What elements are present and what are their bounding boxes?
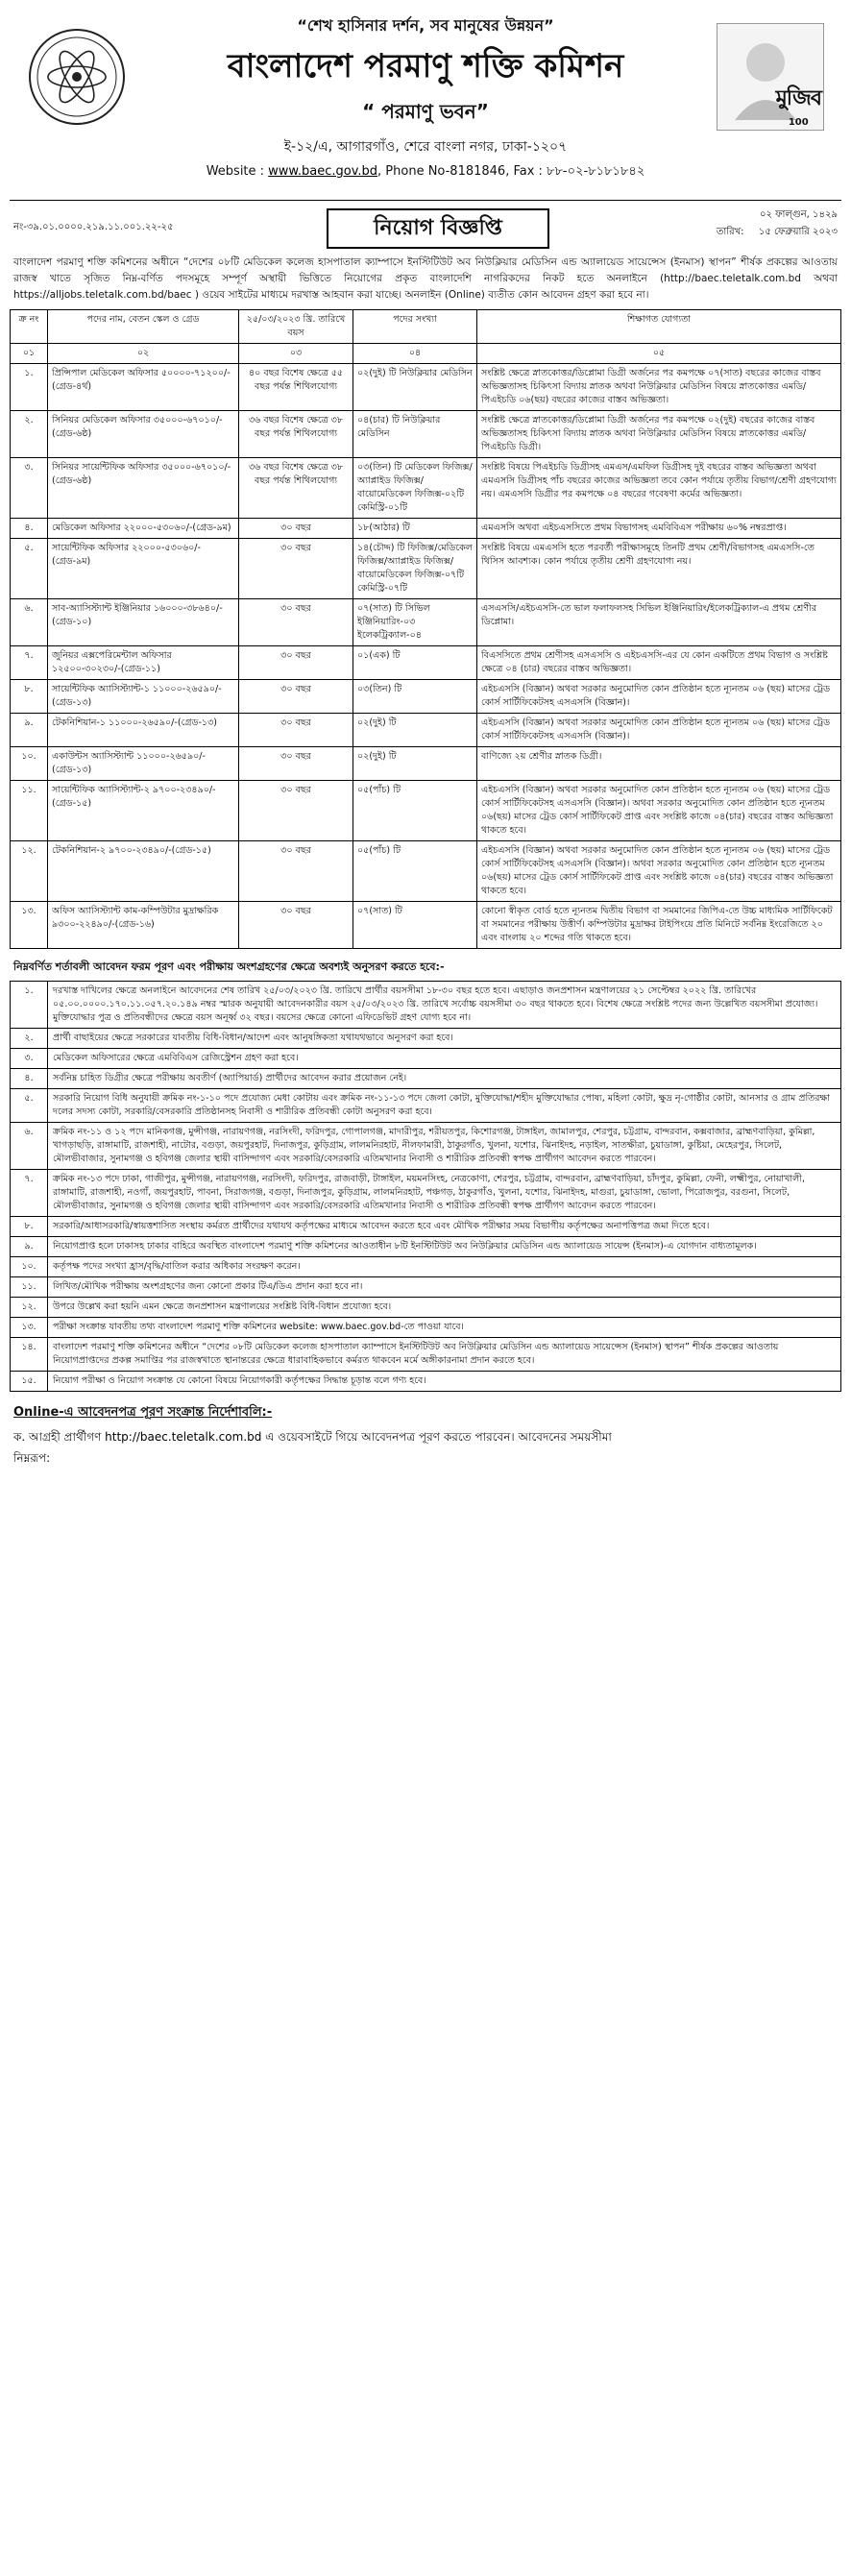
cell-age: ৩০ বছর xyxy=(239,680,353,714)
cell-age: ৩০ বছর xyxy=(239,714,353,747)
website-link[interactable]: www.baec.gov.bd xyxy=(268,164,378,179)
cell-sl: ৭. xyxy=(11,646,48,680)
col-header-sl: ক্র নং xyxy=(11,310,48,344)
condition-row xyxy=(11,1318,841,1338)
cell-post: সাব-অ্যাসিস্ট্যান্ট ইঞ্জিনিয়ার ১৬০০০-৩৮৬৪০/-(গ্রেড-১০) xyxy=(48,599,239,646)
cell-count: ০২(দুই) টি xyxy=(353,747,477,781)
table-colnum-row: ০১ ০২ ০৩ ০৪ ০৫ xyxy=(11,344,841,364)
cell-count: ০৫(পাঁচ) টি xyxy=(353,781,477,841)
condition-text: প্রার্থী বাছাইয়ের ক্ষেত্রে সরকারের যাবতীয় বিধি-বিধান/আদেশ এবং আনুষঙ্গিকতা যথাযথভাবে অনুসরণ করা হবে। xyxy=(48,1029,841,1049)
conditions-title: নিম্নবর্ণিত শর্তাবলী আবেদন ফরম পূরণ এবং পরীক্ষায় অংশগ্রহণের ক্ষেত্রে অবশ্যই অনুসরণ করতে হবে:- xyxy=(13,960,445,973)
date-label: তারিখ: xyxy=(716,227,744,237)
condition-number: ১. xyxy=(11,982,48,1029)
condition-row xyxy=(11,1089,841,1123)
condition-number: ১৪. xyxy=(11,1338,48,1372)
condition-text: ক্রমিক নং-১১ ও ১২ পদে মানিকগঞ্জ, মুন্সীগঞ্জ, নারায়ণগঞ্জ, নরসিংদী, ফরিদপুর, গোপালগঞ্জ, মাদারীপুর, শরীয়তপুর, কিশোরগঞ্জ, টাঙ্গাইল, জামালপুর, শেরপুর, চট্টগ্রাম, বান্দরবান, কক্সবাজার, ব্রাহ্মণবাড়িয়া, কুমিল্লা, খাগড়াছড়ি, রাঙ্গামাটি, রাজশাহী, নাটোর, বগুড়া, জয়পুরহাট, দিনাজপুর, কুড়িগ্রাম, লালমনিরহাট, নীলফামারী, ঠাকুরগাঁও, খুলনা, যশোর, ঝিনাইদহ, নড়াইল, সাতক্ষীরা, চুয়াডাঙ্গা, কুষ্টিয়া, মেহেরপুর, সিলেট, মৌলভীবাজার, সুনামগঞ্জ ও হবিগঞ্জ জেলার স্থায়ী বাসিন্দাগণ এবং সরকারি/বেসরকারি এতিমখানার নিবাসী ও শারীরিক প্রতিবন্ধী স্বপক্ষ প্রার্থীগণ আবেদন করতে পারবেন। xyxy=(48,1123,841,1170)
posts-table xyxy=(10,309,841,949)
table-row xyxy=(11,714,841,747)
cell-qualification: বিএসসিতে প্রথম শ্রেণীসহ এসএসসি ও এইচএসসি-এর যে কোন একটিতে প্রথম বিভাগ ও সংশ্লিষ্ট ক্ষেত্রে ০৪ (চার) বছরের বাস্তব অভিজ্ঞতা। xyxy=(477,646,841,680)
condition-number: ৭. xyxy=(11,1170,48,1217)
cell-count: ১৪(চৌদ্দ) টি ফিজিক্স/মেডিকেল ফিজিক্স/অ্যাপ্লাইড ফিজিক্স/বায়োমেডিকেল ফিজিক্স-০৭টি কেমিস্ট্রি-০৭টি xyxy=(353,539,477,599)
condition-text: লিখিত/মৌখিক পরীক্ষায় অংশগ্রহণের জন্য কোনো প্রকার টিএ/ডিএ প্রদান করা হবে না। xyxy=(48,1277,841,1298)
cell-sl: ১০. xyxy=(11,747,48,781)
building-name: “ পরমাণু ভবন” xyxy=(362,100,489,123)
cell-sl: ১১. xyxy=(11,781,48,841)
cell-age: ৩০ বছর xyxy=(239,519,353,539)
cell-sl: ১. xyxy=(11,364,48,411)
cell-age: ৩০ বছর xyxy=(239,902,353,949)
condition-number: ৩. xyxy=(11,1049,48,1069)
memo-number: নং-৩৯.০১.০০০০.২১৯.১১.০০১.২২-২৫ xyxy=(13,222,174,232)
cell-post: জুনিয়র এক্সপেরিমেন্টাল অফিসার ১২৫০০-৩০২৩০/-(গ্রেড-১১) xyxy=(48,646,239,680)
table-row xyxy=(11,599,841,646)
cell-post: অফিস অ্যাসিস্ট্যান্ট কাম-কম্পিউটার মুদ্রাক্ষরিক ৯৩০০-২২৪৯০/-(গ্রেড-১৬) xyxy=(48,902,239,949)
online-instruction-line-2: নিম্নরূপ: xyxy=(13,1451,51,1465)
cell-age: ৩০ বছর xyxy=(239,781,353,841)
cell-qualification: এইচএসসি (বিজ্ঞান) অথবা সরকার অনুমোদিত কোন প্রতিষ্ঠান হতে ন্যূনতম ০৬ (ছয়) মাসের ট্রেড কোর্স সার্টিফিকেটসহ এসএসসি (বিজ্ঞান)। xyxy=(477,714,841,747)
condition-number: ১১. xyxy=(11,1277,48,1298)
condition-row xyxy=(11,982,841,1029)
condition-row xyxy=(11,1338,841,1372)
contact-line: Website : www.baec.gov.bd, Phone No-8181846, Fax : ৮৮-০২-৮১৮১৮৪২ xyxy=(206,164,645,179)
date-block xyxy=(716,207,838,241)
table-row xyxy=(11,646,841,680)
condition-row xyxy=(11,1277,841,1298)
table-row xyxy=(11,539,841,599)
table-row xyxy=(11,680,841,714)
table-row xyxy=(11,781,841,841)
condition-row xyxy=(11,1069,841,1089)
condition-row xyxy=(11,1237,841,1257)
cell-count: ০১(এক) টি xyxy=(353,646,477,680)
col-header-qualification: শিক্ষাগত যোগ্যতা xyxy=(477,310,841,344)
condition-row xyxy=(11,1372,841,1392)
condition-row xyxy=(11,1049,841,1069)
cell-count: ০৫(পাঁচ) টি xyxy=(353,841,477,902)
cell-qualification: সংশ্লিষ্ট ক্ষেত্রে স্নাতকোত্তর/ডিপ্লোমা ডিগ্রী অর্জনের পর কমপক্ষে ০৭(সাত) বছরের কাজের বাস্তব অভিজ্ঞতাসহ চিকিৎসা বিদ্যায় স্নাতক অথবা নিউক্লিয়ার মেডিসিন বিষয়ে স্নাতকোত্তর এমডি/পিএইচডি ০৬(ছয়) বছরের কাজের বাস্তব অভিজ্ঞতা। xyxy=(477,364,841,411)
condition-row xyxy=(11,1029,841,1049)
intro-paragraph: বাংলাদেশ পরমাণু শক্তি কমিশনের অধীনে “দেশের ০৮টি মেডিকেল কলেজ হাসপাতাল ক্যাম্পাসে ইনস্টিটিউট অব নিউক্লিয়ার মেডিসিন এন্ড অ্যালায়েড সায়েন্সেস (ইনমাস) স্থাপন” শীর্ষক প্রকল্পের আওতায় রাজস্ব খাতে সৃজিত নিম্ন-বর্ণিত পদসমূহে সম্পূর্ণ অস্থায়ী ভিত্তিতে নিয়োগের প্রকৃত বাংলাদেশি নাগরিকদের নিকট হতে অনলাইনে (http://baec.teletalk.com.bd অথবা https://alljobs.teletalk.com.bd/baec ) ওয়েব সাইটের মাধ্যমে দরখাস্ত আহবান করা যাচ্ছে। অনলাইন (Online) ব্যতীত কোন আবেদন গ্রহণ করা হবে না। xyxy=(13,256,838,301)
cell-count: ১৮(আঠার) টি xyxy=(353,519,477,539)
condition-text: বাংলাদেশ পরমাণু শক্তি কমিশনের অধীনে “দেশের ০৮টি মেডিকেল কলেজ হাসপাতাল ক্যাম্পাসে ইনস্টিটিউট অব নিউক্লিয়ার মেডিসিন এন্ড অ্যালায়েড সায়েন্সেস (ইনমাস) স্থাপন” শীর্ষক প্রকল্পের আওতায় নিয়োগপ্রাপ্তদের প্রকল্প সমাপ্তির পর রাজস্বখাতে স্থানান্তরের ক্ষেত্রে ধারাবাহিকভাবে কর্মরত থাকবেন মর্মে অঙ্গীকারনামা প্রদান করতে হবে। xyxy=(48,1338,841,1372)
cell-sl: ৫. xyxy=(11,539,48,599)
cell-count: ০৪(চার) টি নিউক্লিয়ার মেডিসিন xyxy=(353,411,477,458)
cell-count: ০৩(তিন) টি মেডিকেল ফিজিক্স/অ্যাপ্লাইড ফিজিক্স/বায়োমেডিকেল ফিজিক্স-০২টি কেমিস্ট্রি-০১টি xyxy=(353,458,477,519)
condition-row xyxy=(11,1257,841,1277)
condition-row xyxy=(11,1123,841,1170)
cell-sl: ২. xyxy=(11,411,48,458)
cell-qualification: এইচএসসি (বিজ্ঞান) অথবা সরকার অনুমোদিত কোন প্রতিষ্ঠান হতে ন্যূনতম ০৬ (ছয়) মাসের ট্রেড কোর্স সার্টিফিকেটসহ এসএসসি (বিজ্ঞান)। অথবা সরকার অনুমোদিত কোন প্রতিষ্ঠান হতে ন্যূনতম ০৬(ছয়) মাসের ট্রেড কোর্স সার্টিফিকেট প্রাপ্ত এবং সংশ্লিষ্ট কাজে ০৪(চার) বছরের বাস্তব অভিজ্ঞতা থাকতে হবে। xyxy=(477,781,841,841)
mujib-100-emblem xyxy=(717,23,824,131)
condition-row xyxy=(11,1170,841,1217)
condition-text: কর্তৃপক্ষ পদের সংখ্যা হ্রাস/বৃদ্ধি/বাতিল করার অধিকার সংরক্ষণ করেন। xyxy=(48,1257,841,1277)
condition-text: উপরে উল্লেখ করা হয়নি এমন ক্ষেত্রে জনপ্রশাসন মন্ত্রণালয়ের সংশ্লিষ্ট বিধি-বিধান প্রযোজ্য হবে। xyxy=(48,1298,841,1318)
cell-qualification: এইচএসসি (বিজ্ঞান) অথবা সরকার অনুমোদিত কোন প্রতিষ্ঠান হতে ন্যূনতম ০৬ (ছয়) মাসের ট্রেড কোর্স সার্টিফিকেটসহ এসএসসি (বিজ্ঞান)। অথবা সরকার অনুমোদিত কোন প্রতিষ্ঠান হতে ন্যূনতম ০৬(ছয়) মাসের ট্রেড কোর্স সার্টিফিকেট প্রাপ্ত এবং সংশ্লিষ্ট কাজে ০৪(চার) বছরের বাস্তব অভিজ্ঞতা থাকতে হবে। xyxy=(477,841,841,902)
condition-text: নিয়োগপ্রাপ্ত হলে ঢাকাসহ ঢাকার বাহিরে অবস্থিত বাংলাদেশ পরমাণু শক্তি কমিশনের আওতাধীন ৮টি ইনস্টিটিউট অব নিউক্লিয়ার মেডিসিন এন্ড অ্যালায়েড সায়েন্স (ইনমাস)-এ যোগদান বাধ্যতামূলক। xyxy=(48,1237,841,1257)
condition-text: মেডিকেল অফিসারের ক্ষেত্রে এমবিবিএস রেজিস্ট্রেশন গ্রহণ করা হবে। xyxy=(48,1049,841,1069)
baec-logo-icon xyxy=(27,27,127,127)
cell-age: ৩০ বছর xyxy=(239,747,353,781)
motto: “শেখ হাসিনার দর্শন, সব মানুষের উন্নয়ন” xyxy=(297,16,554,35)
cell-qualification: সংশ্লিষ্ট ক্ষেত্রে স্নাতকোত্তর/ডিপ্লোমা ডিগ্রী অর্জনের পর কমপক্ষে ০২(দুই) বছরের কাজের বাস্তব অভিজ্ঞতাসহ চিকিৎসা বিদ্যায় স্নাতক অথবা নিউক্লিয়ার মেডিসিন বিষয়ে স্নাতকোত্তর এমডি/পিএইচডি ডিগ্রী। xyxy=(477,411,841,458)
table-row xyxy=(11,841,841,902)
cell-qualification: এমএসসি অথবা এইচএসসিতে প্রথম বিভাগসহ এমবিবিএস পরীক্ষায় ৬০% নম্বরপ্রাপ্ত। xyxy=(477,519,841,539)
condition-text: ক্রমিক নং-১৩ পদে ঢাকা, গাজীপুর, মুন্সীগঞ্জ, নারায়ণগঞ্জ, নরসিংদী, ফরিদপুর, রাজবাড়ী, টাঙ্গাইল, ময়মনসিংহ, নেত্রকোণা, শেরপুর, চট্টগ্রাম, বান্দরবান, ব্রাহ্মণবাড়িয়া, চাঁদপুর, কুমিল্লা, ফেনী, লক্ষ্মীপুর, নোয়াখালী, রাঙ্গামাটি, রাজশাহী, নওগাঁ, জয়পুরহাট, পাবনা, সিরাজগঞ্জ, বগুড়া, দিনাজপুর, কুড়িগ্রাম, লালমনিরহাট, পঞ্চগড়, ঠাকুরগাঁও, খুলনা, যশোর, ঝিনাইদহ, মাগুরা, চুয়াডাঙ্গা, ভোলা, পিরোজপুর, বরগুনা, সিলেট, মৌলভীবাজার, সুনামগঞ্জ ও হবিগঞ্জ জেলার স্থায়ী বাসিন্দাগণ এবং সরকারি/বেসরকারি এতিমখানার নিবাসী ও শারীরিক প্রতিবন্ধী স্বপক্ষ প্রার্থীগণ আবেদন করতে পারবেন। xyxy=(48,1170,841,1217)
table-row xyxy=(11,458,841,519)
condition-text: পরীক্ষা সংক্রান্ত যাবতীয় তথ্য বাংলাদেশ পরমাণু শক্তি কমিশনের website: www.baec.gov.bd-তে পাওয়া যাবে। xyxy=(48,1318,841,1338)
condition-text: সরকারি নিয়োগ বিধি অনুযায়ী ক্রমিক নং-১-১০ পদে প্রযোজ্য মেধা কোটায় এবং ক্রমিক নং-১১-১৩ পদে জেলা কোটা, মুক্তিযোদ্ধা/শহীদ মুক্তিযোদ্ধার পোষ্য, মহিলা কোটা, ক্ষুদ্র নৃ-গোষ্ঠীর কোটা, আনসার ও গ্রাম প্রতিরক্ষা দলের সদস্য কোটা, সরকারি/বেসরকারি প্রতিষ্ঠানসহ নিবাসী ও শারীরিক প্রতিবন্ধী কোটা অনুসরণ করা হবে। xyxy=(48,1089,841,1123)
condition-text: নিয়োগ পরীক্ষা ও নিয়োগ সংক্রান্ত যে কোনো বিষয়ে নিয়োগকারী কর্তৃপক্ষের সিদ্ধান্ত চূড়ান্ত বলে গণ্য হবে। xyxy=(48,1372,841,1392)
col-header-post: পদের নাম, বেতন স্কেল ও গ্রেড xyxy=(48,310,239,344)
cell-qualification: সংশ্লিষ্ট বিষয়ে এমএসসি হতে পরবর্তী পরীক্ষাসমূহে তিনটি প্রথম শ্রেণী/বিভাগসহ এমএসসি-তে থিসিস আবশ্যক। কোন পর্যায়ে তৃতীয় শ্রেণী গ্রহণযোগ্য নয়। xyxy=(477,539,841,599)
table-row xyxy=(11,902,841,949)
cell-post: সায়েন্টিফিক অফিসার ২২০০০-৫৩০৬০/-(গ্রেড-৯ম) xyxy=(48,539,239,599)
cell-count: ০৩(তিন) টি xyxy=(353,680,477,714)
col-header-age: ২৫/০৩/২০২৩ খ্রি. তারিখে বয়স xyxy=(239,310,353,344)
condition-text: সর্বনিম্ন চাহিত ডিগ্রীর ক্ষেত্রে পরীক্ষায় অবতীর্ণ (অ্যাপিয়ার্ড) প্রার্থীদের আবেদন করার প্রয়োজন নেই। xyxy=(48,1069,841,1089)
condition-number: ১০. xyxy=(11,1257,48,1277)
mujib-badge: মুজিব 100 xyxy=(775,86,821,128)
condition-text: দরখাস্ত দাখিলের ক্ষেত্রে অনলাইনে আবেদনের শেষ তারিখ ২৫/০৩/২০২৩ খ্রি. তারিখে প্রার্থীর বয়সসীমা ১৮-৩০ বছর হতে হবে। এছাড়াও জনপ্রশাসন মন্ত্রণালয়ের ২১ সেপ্টেম্বর ২০২২ খ্রি. তারিখের ০৫.০০.০০০০.১৭০.১১.০৫৭.২০.১৪৯ নম্বর স্মারক অনুযায়ী আবেদনকারীর বয়স ২৫/০৩/২০২৩ খ্রি. তারিখে সর্বোচ্চ বয়সসীমা ৩০ বছর থাকতে হবে। বিশেষ ক্ষেত্রে সংশ্লিষ্ট পদের জন্য উল্লেখিত বয়সসীমা প্রযোজ্য। মুক্তিযোদ্ধার পুত্র ও প্রতিবন্ধীদের ক্ষেত্রে বয়স অনূর্ধ্ব ৩২ বছর। বয়সের ক্ষেত্রে কোনো এফিডেভিট গ্রহণ যোগ্য হবে না। xyxy=(48,982,841,1029)
cell-post: সিনিয়র মেডিকেল অফিসার ৩৫০০০-৬৭০১০/-(গ্রেড-৬ষ্ঠ) xyxy=(48,411,239,458)
address: ই-১২/এ, আগারগাঁও, শেরে বাংলা নগর, ঢাকা-১২০৭ xyxy=(283,139,568,155)
cell-qualification: এসএসসি/এইচএসসি-তে ভাল ফলাফলসহ সিভিল ইঞ্জিনিয়ারিং/ইলেকট্রিক্যাল-এ প্রথম শ্রেণীর ডিপ্লোমা। xyxy=(477,599,841,646)
condition-number: ১৩. xyxy=(11,1318,48,1338)
cell-age: ৩০ বছর xyxy=(239,841,353,902)
table-row xyxy=(11,519,841,539)
cell-post: একাউন্টস অ্যাসিস্ট্যান্ট ১১০০০-২৬৫৯০/-(গ্রেড-১৩) xyxy=(48,747,239,781)
date-english: ১৫ ফেব্রুয়ারি ২০২৩ xyxy=(758,227,838,237)
cell-post: টেকনিশিয়ান-২ ৯৭০০-২৩৪৯০/-(গ্রেড-১৫) xyxy=(48,841,239,902)
condition-number: ১২. xyxy=(11,1298,48,1318)
cell-sl: ৯. xyxy=(11,714,48,747)
condition-number: ৯. xyxy=(11,1237,48,1257)
cell-post: মেডিকেল অফিসার ২২০০০-৫৩০৬০/-(গ্রেড-৯ম) xyxy=(48,519,239,539)
table-row xyxy=(11,411,841,458)
cell-qualification: সংশ্লিষ্ট বিষয়ে পিএইচডি ডিগ্রীসহ এমএস/এমফিল ডিগ্রীসহ দুই বছরের বাস্তব অভিজ্ঞতা অথবা এমএসসি ডিগ্রীসহ পাঁচ বছরের কাজের অভিজ্ঞতা তবে কোন পর্যায়ে তৃতীয় বিভাগ/শ্রেণী গ্রহণযোগ্য নয়। এমএসসি ডিগ্রীর পর কমপক্ষে ০৪ বছরের গবেষণা কর্মের অভিজ্ঞতা। xyxy=(477,458,841,519)
condition-row xyxy=(11,1217,841,1237)
condition-number: ৪. xyxy=(11,1069,48,1089)
cell-qualification: বাণিজ্যে ২য় শ্রেণীর স্নাতক ডিগ্রী। xyxy=(477,747,841,781)
cell-post: সিনিয়র সায়েন্টিফিক অফিসার ৩৫০০০-৬৭০১০/-(গ্রেড-৬ষ্ঠ) xyxy=(48,458,239,519)
cell-qualification: এইচএসসি (বিজ্ঞান) অথবা সরকার অনুমোদিত কোন প্রতিষ্ঠান হতে ন্যূনতম ০৬ (ছয়) মাসের ট্রেড কোর্স সার্টিফিকেটসহ এসএসসি (বিজ্ঞান)। xyxy=(477,680,841,714)
cell-age: ৪০ বছর বিশেষ ক্ষেত্রে ৫৫ বছর পর্যন্ত শিথিলযোগ্য xyxy=(239,364,353,411)
cell-count: ০৭(সাত) টি সিভিল ইঞ্জিনিয়ারিং-০৩ ইলেকট্রিক্যাল-০৪ xyxy=(353,599,477,646)
date-bangla: ০২ ফাল্গুন, ১৪২৯ xyxy=(759,209,838,220)
cell-qualification: কোনো স্বীকৃত বোর্ড হতে ন্যূনতম দ্বিতীয় বিভাগ বা সমমানের জিপিএ-তে উচ্চ মাধ্যমিক সার্টিফিকেট বা সমমানের পরীক্ষায় উত্তীর্ণ। কম্পিউটার মুদ্রাক্ষর টাইপিংয়ে প্রতি মিনিটে সর্বনিম্ন ইংরেজিতে ২০ এবং বাংলায় ২০ শব্দের গতি থাকতে হবে। xyxy=(477,902,841,949)
cell-post: সায়েন্টিফিক অ্যাসিস্ট্যান্ট-১ ১১০০০-২৬৫৯০/-(গ্রেড-১৩) xyxy=(48,680,239,714)
cell-sl: ৩. xyxy=(11,458,48,519)
cell-count: ০৭(সাত) টি xyxy=(353,902,477,949)
cell-age: ৩৬ বছর বিশেষ ক্ষেত্রে ৩৮ বছর পর্যন্ত শিথিলযোগ্য xyxy=(239,458,353,519)
condition-row xyxy=(11,1298,841,1318)
cell-age: ৩৬ বছর বিশেষ ক্ষেত্রে ৩৮ বছর পর্যন্ত শিথিলযোগ্য xyxy=(239,411,353,458)
cell-age: ৩০ বছর xyxy=(239,599,353,646)
cell-sl: ১৩. xyxy=(11,902,48,949)
condition-number: ৮. xyxy=(11,1217,48,1237)
table-row xyxy=(11,364,841,411)
col-header-count: পদের সংখ্যা xyxy=(353,310,477,344)
page-title: নিয়োগ বিজ্ঞপ্তি xyxy=(327,208,549,249)
condition-number: ১৫. xyxy=(11,1372,48,1392)
cell-sl: ১২. xyxy=(11,841,48,902)
online-instructions-title: Online-এ আবেদনপত্র পূরণ সংক্রান্ত নির্দেশাবলি:- xyxy=(13,1405,273,1420)
teletalk-link[interactable]: http://baec.teletalk.com.bd xyxy=(105,1430,262,1444)
cell-age: ৩০ বছর xyxy=(239,539,353,599)
conditions-table xyxy=(10,981,841,1392)
cell-post: প্রিন্সিপাল মেডিকেল অফিসার ৫০০০০-৭১২০০/-(গ্রেড-৪র্থ) xyxy=(48,364,239,411)
condition-number: ৫. xyxy=(11,1089,48,1123)
online-instruction-line: ক. আগ্রহী প্রার্থীগণ http://baec.teletalk.com.bd এ ওয়েবসাইটে গিয়ে আবেদনপত্র পূরণ করতে পারবেন। আবেদনের সময়সীমা xyxy=(13,1430,612,1444)
cell-count: ০২(দুই) টি নিউক্লিয়ার মেডিসিন xyxy=(353,364,477,411)
cell-sl: ৮. xyxy=(11,680,48,714)
condition-number: ২. xyxy=(11,1029,48,1049)
condition-number: ৬. xyxy=(11,1123,48,1170)
cell-post: সায়েন্টিফিক অ্যাসিস্ট্যান্ট-২ ৯৭০০-২৩৪৯০/-(গ্রেড-১৫) xyxy=(48,781,239,841)
organization-name: বাংলাদেশ পরমাণু শক্তি কমিশন xyxy=(227,47,624,85)
cell-sl: ৬. xyxy=(11,599,48,646)
reference-row xyxy=(10,200,841,249)
condition-text: সরকারি/আধাসরকারি/স্বায়ত্তশাসিত সংস্থায় কর্মরত প্রার্থীদের যথাযথ কর্তৃপক্ষের মাধ্যমে আবেদন করতে হবে এবং মৌখিক পরীক্ষার সময় বিভাগীয় কর্তৃপক্ষের অনাপত্তিপত্র জমা দিতে হবে। xyxy=(48,1217,841,1237)
cell-post: টেকনিশিয়ান-১ ১১০০০-২৬৫৯০/-(গ্রেড-১৩) xyxy=(48,714,239,747)
cell-count: ০২(দুই) টি xyxy=(353,714,477,747)
cell-sl: ৪. xyxy=(11,519,48,539)
letterhead xyxy=(10,13,841,196)
table-header-row xyxy=(11,310,841,344)
table-row xyxy=(11,747,841,781)
cell-age: ৩০ বছর xyxy=(239,646,353,680)
